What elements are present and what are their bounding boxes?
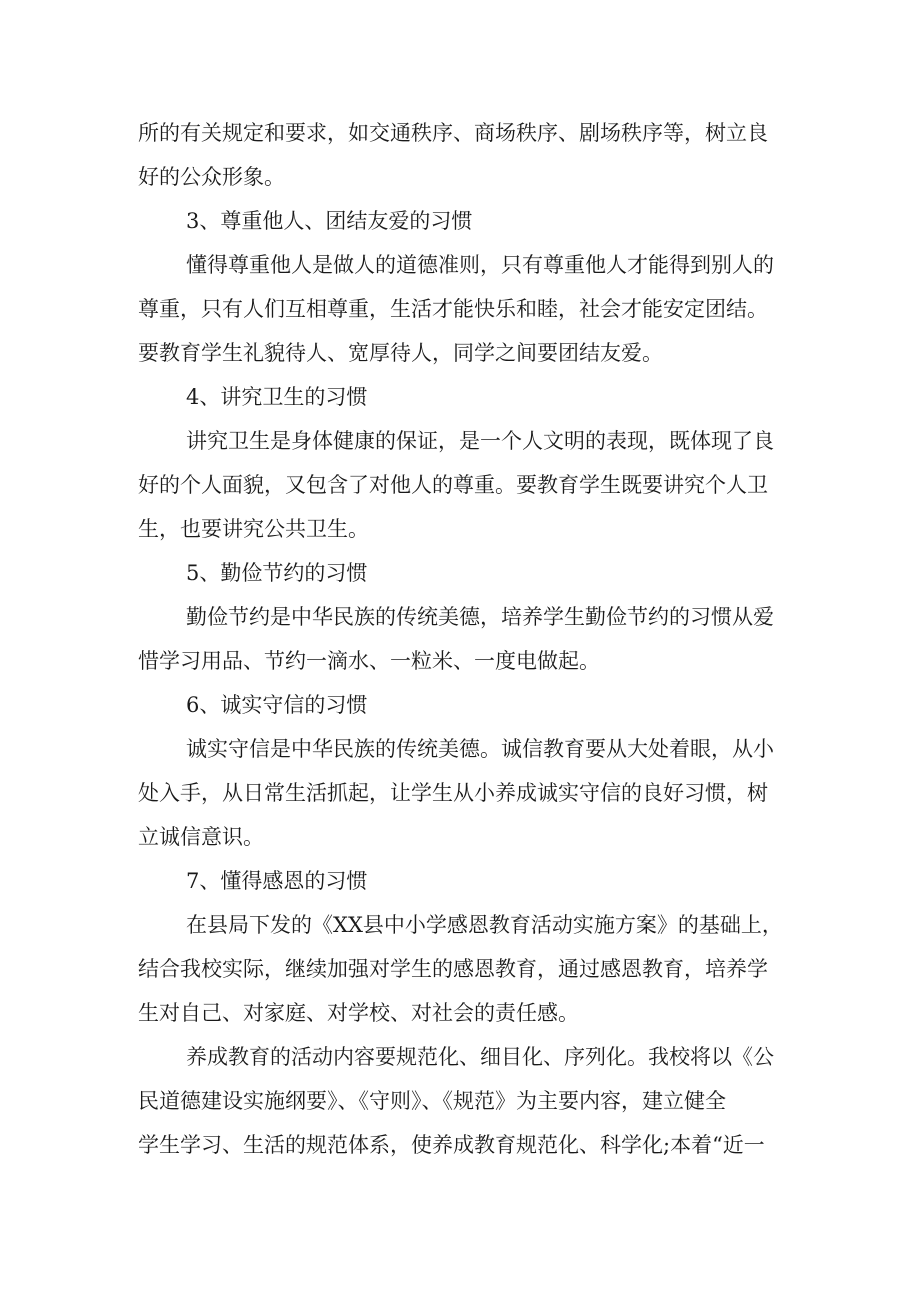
text-line: 学生学习、生活的规范体系，使养成教育规范化、科学化;本着“近一 xyxy=(138,1133,765,1157)
text-line: 要教育学生礼貌待人、宽厚待人，同学之间要团结友爱。 xyxy=(138,341,663,365)
text-line: 好的个人面貌，又包含了对他人的尊重。要教育学生既要讲究个人卫 xyxy=(138,473,768,497)
section-heading-4: 4、讲究卫生的习惯 xyxy=(186,385,368,409)
section-heading-3: 3、尊重他人、团结友爱的习惯 xyxy=(186,209,473,233)
section-heading-5: 5、勤俭节约的习惯 xyxy=(186,561,368,585)
text-line: 好的公众形象。 xyxy=(138,165,285,189)
text-line: 生对自己、对家庭、对学校、对社会的责任感。 xyxy=(138,1001,579,1025)
paragraph-first-line: 懂得尊重他人是做人的道德准则，只有尊重他人才能得到别人的 xyxy=(186,253,774,277)
paragraph-first-line: 勤俭节约是中华民族的传统美德，培养学生勤俭节约的习惯从爱 xyxy=(186,605,774,629)
text-line: 生，也要讲究公共卫生。 xyxy=(138,517,369,541)
text-line: 立诚信意识。 xyxy=(138,825,264,849)
text-line: 处入手，从日常生活抓起，让学生从小养成诚实守信的良好习惯，树 xyxy=(138,781,768,805)
text-line: 民道德建设实施纲要》、《守则》、《规范》为主要内容，建立健全 xyxy=(138,1089,726,1113)
paragraph-first-line: 诚实守信是中华民族的传统美德。诚信教育要从大处着眼，从小 xyxy=(186,737,774,761)
section-heading-7: 7、懂得感恩的习惯 xyxy=(186,869,368,893)
paragraph-first-line: 养成教育的活动内容要规范化、细目化、序列化。我校将以《公 xyxy=(186,1045,774,1069)
section-heading-6: 6、诚实守信的习惯 xyxy=(186,693,368,717)
text-line: 惜学习用品、节约一滴水、一粒米、一度电做起。 xyxy=(138,649,600,673)
paragraph-first-line: 在县局下发的《XX县中小学感恩教育活动实施方案》的基础上， xyxy=(186,913,783,937)
text-line: 结合我校实际，继续加强对学生的感恩教育，通过感恩教育，培养学 xyxy=(138,957,768,981)
text-line: 所的有关规定和要求，如交通秩序、商场秩序、剧场秩序等，树立良 xyxy=(138,121,768,145)
text-line: 尊重，只有人们互相尊重，生活才能快乐和睦，社会才能安定团结。 xyxy=(138,297,768,321)
paragraph-first-line: 讲究卫生是身体健康的保证，是一个人文明的表现，既体现了良 xyxy=(186,429,774,453)
